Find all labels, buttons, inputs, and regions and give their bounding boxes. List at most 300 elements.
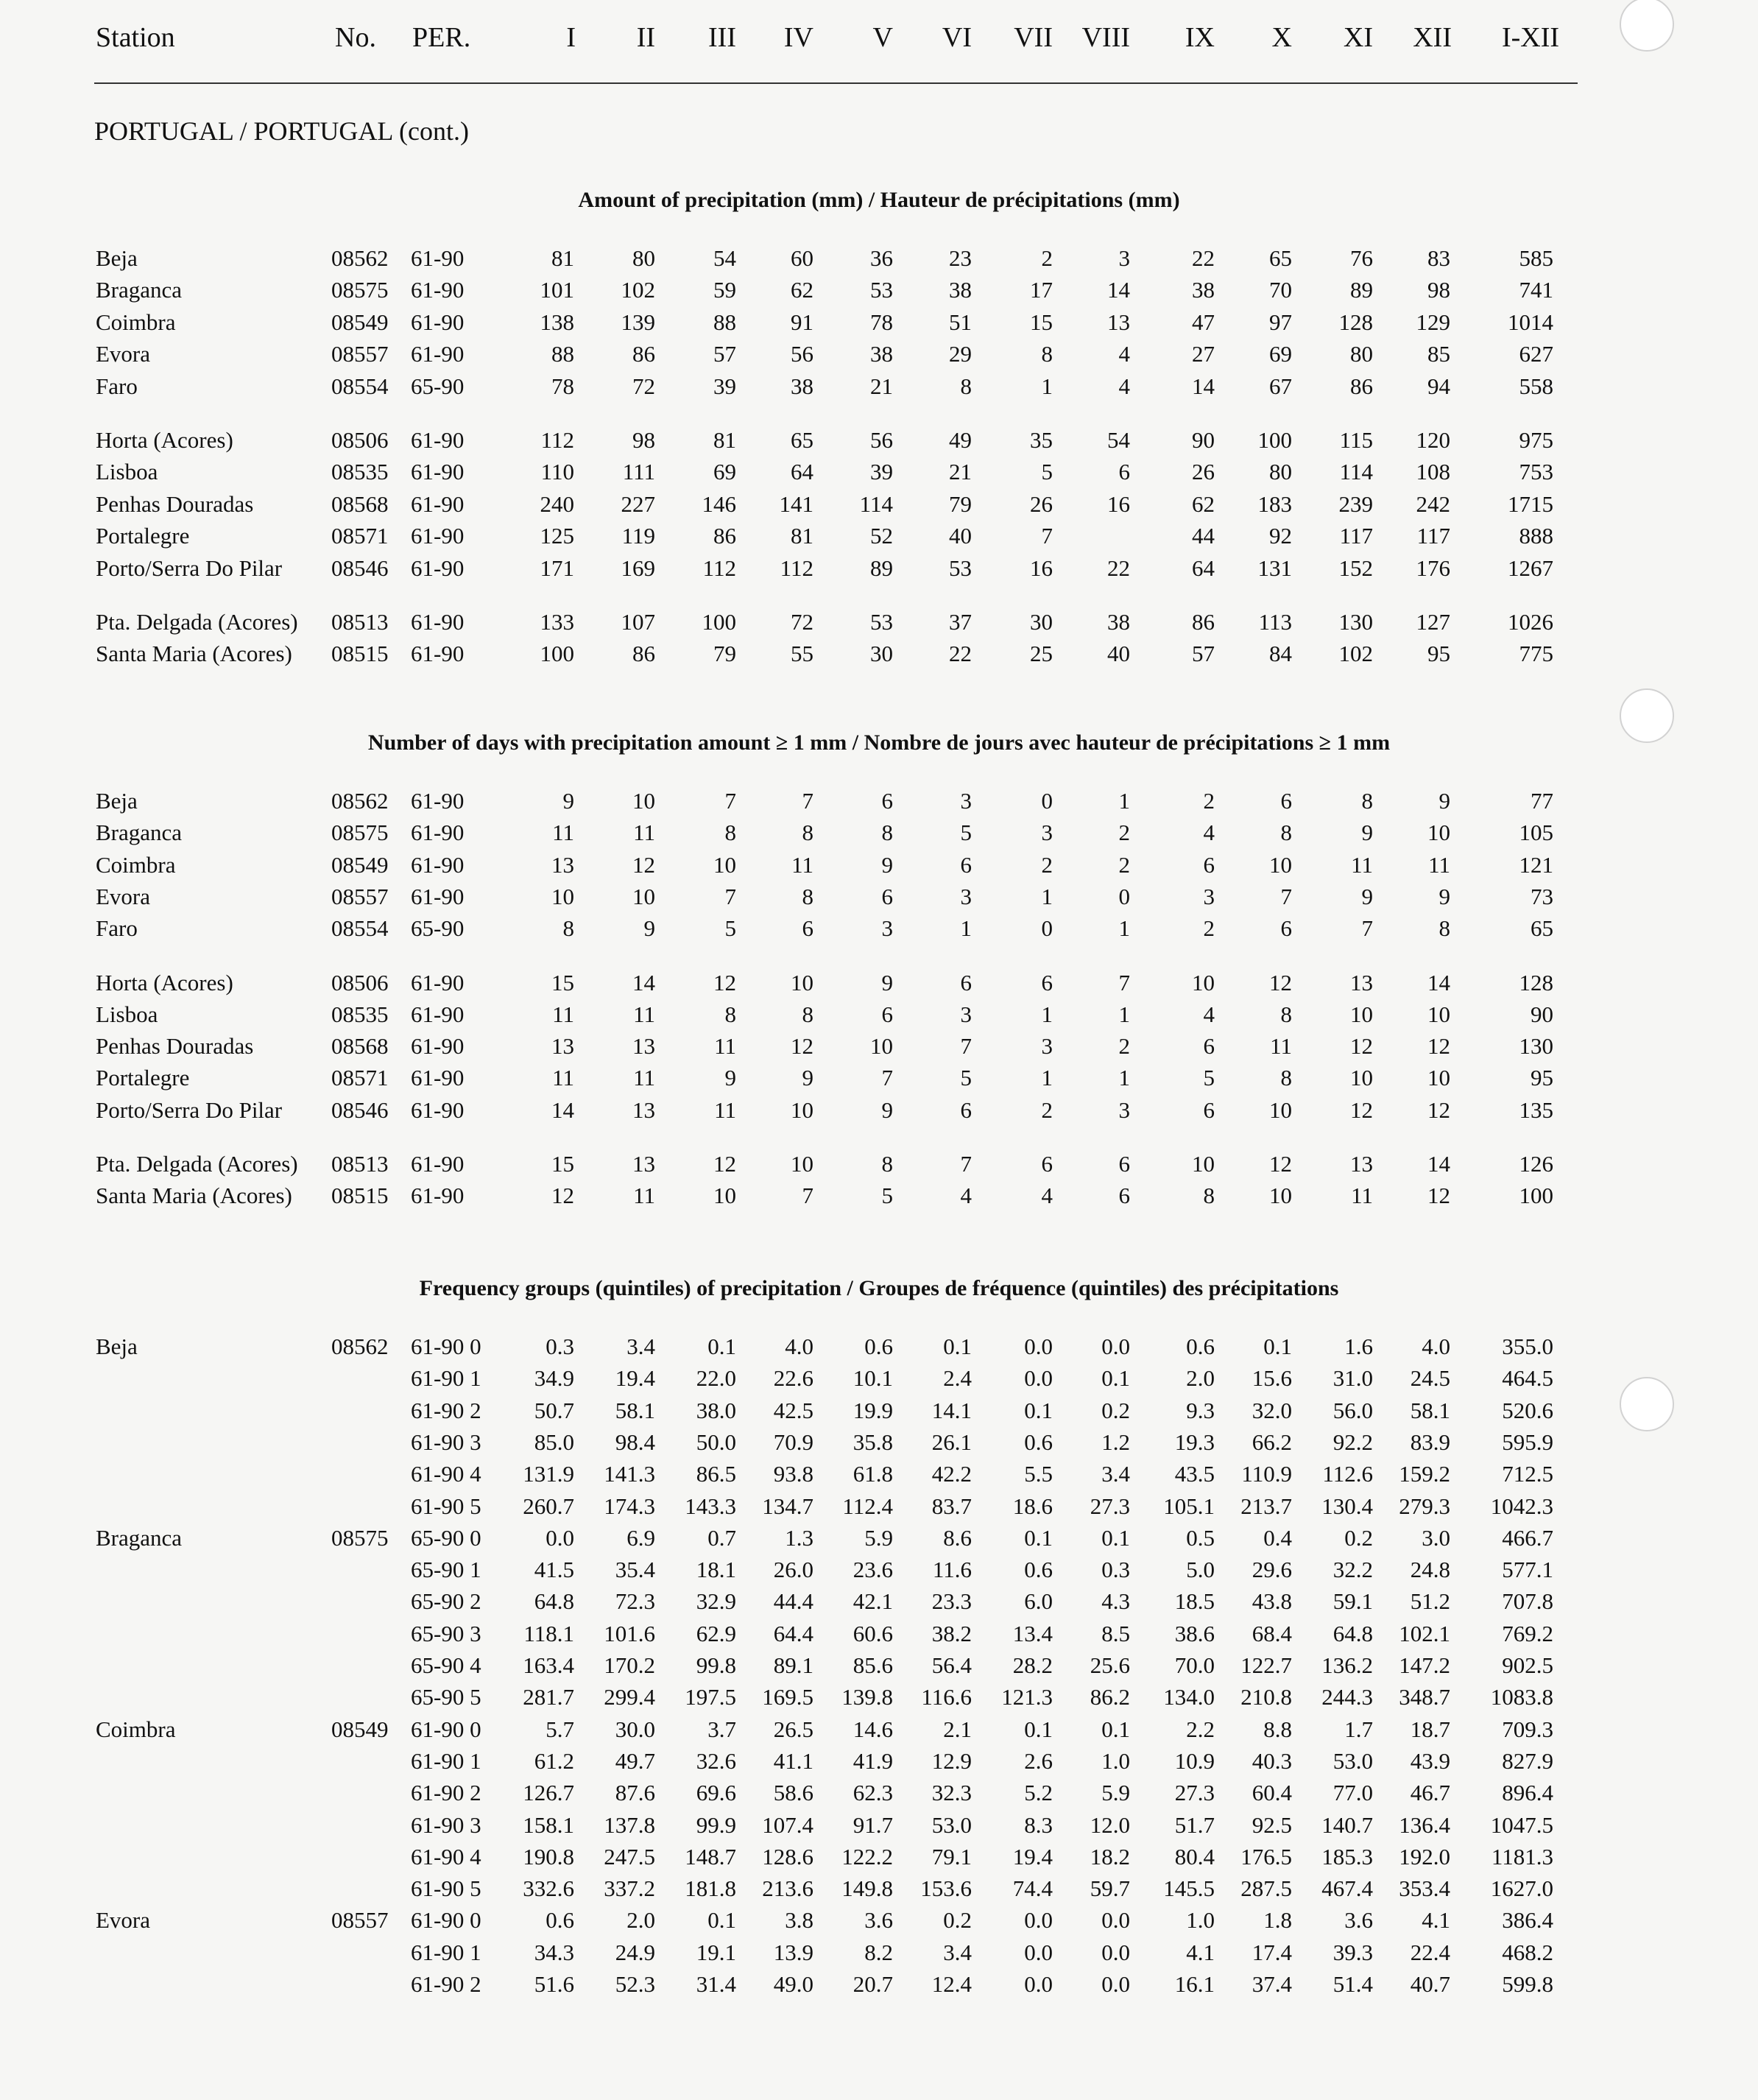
table-cell: 5 [881, 1183, 893, 1209]
table-cell: 57 [1192, 641, 1215, 667]
table-cell: 5.0 [1186, 1557, 1215, 1583]
table-cell: 44.4 [773, 1588, 813, 1615]
table-cell: 13 [1350, 969, 1373, 996]
table-cell: 0 [1041, 788, 1053, 814]
table-cell: 11 [1428, 851, 1450, 878]
table-cell: 12 [1350, 1096, 1373, 1123]
table-cell: 9.3 [1186, 1397, 1215, 1423]
table-cell: 4.0 [785, 1333, 813, 1359]
table-cell: 2 [1118, 1033, 1130, 1060]
table-cell: 86 [713, 523, 736, 549]
table-cell: 85 [1427, 341, 1450, 367]
table-cell: 112.6 [1322, 1461, 1373, 1487]
station-name: Lisboa [96, 1001, 158, 1027]
table-cell: 117 [1416, 523, 1450, 549]
table-cell: 118.1 [523, 1620, 574, 1646]
table-cell: 52 [870, 523, 893, 549]
table-cell: 9 [881, 969, 893, 996]
table-cell: 11 [1270, 1033, 1292, 1060]
table-cell: 0.6 [864, 1333, 893, 1359]
table-cell: 31.0 [1332, 1365, 1373, 1392]
period: 61-90 2 [411, 1971, 481, 1997]
table-cell: 0.1 [1263, 1333, 1292, 1359]
table-cell: 13 [1107, 309, 1130, 335]
table-cell: 712.5 [1502, 1461, 1553, 1487]
station-name: Portalegre [96, 523, 190, 549]
table-cell: 79.1 [931, 1843, 972, 1870]
table-cell: 4 [1203, 820, 1215, 846]
table-cell: 130 [1519, 1033, 1553, 1060]
table-cell: 19.4 [615, 1365, 655, 1392]
table-cell: 40 [1107, 641, 1130, 667]
table-cell: 114 [1339, 459, 1373, 485]
table-cell: 16 [1107, 490, 1130, 517]
table-cell: 41.1 [773, 1747, 813, 1774]
table-cell: 69.6 [696, 1780, 736, 1806]
station-name: Pta. Delgada (Acores) [96, 1151, 298, 1177]
table-cell: 149.8 [841, 1875, 893, 1902]
table-cell: 2 [1041, 1096, 1053, 1123]
table-cell: 11 [552, 820, 574, 846]
table-cell: 62 [1192, 490, 1215, 517]
table-cell: 54 [1107, 427, 1130, 453]
table-cell: 90 [1192, 427, 1215, 453]
table-cell: 101 [540, 277, 574, 303]
table-cell: 69 [1269, 341, 1292, 367]
table-cell: 13 [632, 1033, 655, 1060]
table-cell: 62.3 [852, 1780, 893, 1806]
period: 61-90 [411, 609, 465, 635]
col-header-month: IX [1185, 22, 1215, 53]
period: 61-90 0 [411, 1907, 481, 1934]
table-cell: 12 [713, 969, 736, 996]
table-cell: 9 [643, 915, 655, 942]
section-title: Number of days with precipitation amount ≥ 1 mm / Nombre de jours avec hauteur de précipitations ≥ 1 mm [367, 730, 1391, 755]
table-cell: 3.6 [864, 1907, 893, 1934]
table-cell: 70 [1269, 277, 1292, 303]
table-cell: 197.5 [685, 1684, 736, 1710]
period: 61-90 [411, 245, 465, 271]
table-cell: 299.4 [604, 1684, 655, 1710]
table-cell: 11 [791, 851, 813, 878]
table-cell: 10 [1192, 969, 1215, 996]
period: 61-90 [411, 1001, 465, 1027]
table-cell: 10 [1269, 1096, 1292, 1123]
table-cell: 520.6 [1502, 1397, 1553, 1423]
table-cell: 56 [870, 427, 893, 453]
table-cell: 11 [714, 1096, 736, 1123]
col-header-month: XII [1413, 22, 1452, 53]
table-cell: 91.7 [852, 1811, 893, 1838]
table-cell: 6 [1118, 459, 1130, 485]
table-cell: 65 [1531, 915, 1553, 942]
table-cell: 1.8 [1263, 1907, 1292, 1934]
table-cell: 10 [1427, 1065, 1450, 1091]
table-cell: 0.7 [707, 1524, 736, 1551]
station-name: Penhas Douradas [96, 490, 254, 517]
table-cell: 12.9 [931, 1747, 972, 1774]
table-cell: 42.1 [852, 1588, 893, 1615]
table-cell: 0.3 [1101, 1557, 1130, 1583]
table-cell: 39 [713, 373, 736, 399]
period: 61-90 3 [411, 1428, 481, 1455]
table-cell: 50.7 [534, 1397, 574, 1423]
table-cell: 51.6 [534, 1971, 574, 1997]
table-cell: 0.1 [707, 1907, 736, 1934]
table-cell: 0.1 [1101, 1716, 1130, 1742]
table-cell: 14 [1427, 969, 1450, 996]
table-cell: 9 [802, 1065, 813, 1091]
table-cell: 26.0 [773, 1557, 813, 1583]
period: 65-90 2 [411, 1588, 481, 1615]
table-cell: 260.7 [523, 1493, 574, 1519]
table-cell: 174.3 [604, 1493, 655, 1519]
table-cell: 64 [791, 459, 813, 485]
table-cell: 92 [1269, 523, 1292, 549]
table-cell: 131 [1257, 554, 1292, 581]
table-cell: 7 [881, 1065, 893, 1091]
table-cell: 12.4 [931, 1971, 972, 1997]
table-cell: 1 [1118, 1065, 1130, 1091]
table-cell: 8 [881, 820, 893, 846]
period: 61-90 2 [411, 1780, 481, 1806]
table-cell: 3 [960, 1001, 972, 1027]
table-cell: 5.7 [546, 1716, 574, 1742]
station-name: Lisboa [96, 459, 158, 485]
table-cell: 176.5 [1240, 1843, 1292, 1870]
table-cell: 78 [551, 373, 574, 399]
table-cell: 13 [551, 1033, 574, 1060]
table-cell: 14 [1427, 1151, 1450, 1177]
table-cell: 136.4 [1399, 1811, 1450, 1838]
table-cell: 13.9 [773, 1939, 813, 1965]
col-header-month: X [1271, 22, 1292, 53]
station-number: 08513 [331, 609, 389, 635]
table-cell: 6 [1118, 1183, 1130, 1209]
table-cell: 30.0 [615, 1716, 655, 1742]
table-cell: 176 [1416, 554, 1450, 581]
table-cell: 18.1 [696, 1557, 736, 1583]
table-cell: 77 [1531, 788, 1553, 814]
table-cell: 8 [881, 1151, 893, 1177]
table-cell: 122.7 [1240, 1652, 1292, 1678]
table-cell: 145.5 [1163, 1875, 1215, 1902]
table-cell: 120 [1416, 427, 1450, 453]
table-cell: 753 [1519, 459, 1553, 485]
table-cell: 6 [881, 788, 893, 814]
table-cell: 126 [1519, 1151, 1553, 1177]
col-header-month: I-XII [1501, 22, 1559, 53]
table-cell: 0.0 [1101, 1907, 1130, 1934]
table-cell: 0.2 [1101, 1397, 1130, 1423]
table-cell: 1 [1041, 1001, 1053, 1027]
table-cell: 64.8 [534, 1588, 574, 1615]
period: 61-90 [411, 851, 465, 878]
table-cell: 24.5 [1410, 1365, 1450, 1392]
station-name: Beja [96, 788, 138, 814]
table-cell: 99.8 [696, 1652, 736, 1678]
table-cell: 95 [1531, 1065, 1553, 1091]
table-cell: 26 [1030, 490, 1053, 517]
period: 61-90 [411, 1096, 465, 1123]
table-cell: 60.4 [1252, 1780, 1292, 1806]
table-cell: 5 [960, 1065, 972, 1091]
table-cell: 39 [870, 459, 893, 485]
table-cell: 0.0 [546, 1524, 574, 1551]
table-cell: 139.8 [841, 1684, 893, 1710]
table-cell: 10 [791, 969, 813, 996]
table-cell: 99.9 [696, 1811, 736, 1838]
table-cell: 35.8 [852, 1428, 893, 1455]
table-cell: 0.1 [707, 1333, 736, 1359]
table-cell: 107 [621, 609, 655, 635]
table-cell: 95 [1427, 641, 1450, 667]
table-cell: 0 [1118, 883, 1130, 909]
period: 65-90 [411, 373, 465, 399]
table-cell: 141 [779, 490, 813, 517]
table-cell: 287.5 [1240, 1875, 1292, 1902]
table-cell: 136.2 [1321, 1652, 1373, 1678]
table-cell: 170.2 [604, 1652, 655, 1678]
table-cell: 888 [1519, 523, 1553, 549]
table-cell: 40.3 [1252, 1747, 1292, 1774]
table-cell: 9 [881, 1096, 893, 1123]
table-cell: 7 [1118, 969, 1130, 996]
table-cell: 8.3 [1024, 1811, 1053, 1838]
table-cell: 102.1 [1399, 1620, 1450, 1646]
table-cell: 15 [551, 969, 574, 996]
table-cell: 8 [1280, 820, 1292, 846]
table-cell: 22 [1192, 245, 1215, 271]
period: 61-90 [411, 341, 465, 367]
table-cell: 4 [1203, 1001, 1215, 1027]
table-cell: 595.9 [1502, 1428, 1553, 1455]
table-cell: 1627.0 [1490, 1875, 1553, 1902]
table-cell: 14 [632, 969, 655, 996]
table-cell: 117 [1339, 523, 1373, 549]
table-cell: 5 [1203, 1065, 1215, 1091]
period: 61-90 [411, 1065, 465, 1091]
table-cell: 89 [870, 554, 893, 581]
station-name: Faro [96, 373, 138, 399]
table-cell: 105 [1519, 820, 1553, 846]
table-cell: 32.6 [696, 1747, 736, 1774]
table-cell: 26.1 [931, 1428, 972, 1455]
table-cell: 51.2 [1410, 1588, 1450, 1615]
table-cell: 18.6 [1012, 1493, 1053, 1519]
station-number: 08575 [331, 1524, 389, 1551]
station-number: 08568 [331, 490, 389, 517]
table-cell: 6 [960, 851, 972, 878]
table-cell: 29.6 [1252, 1557, 1292, 1583]
station-name: Coimbra [96, 1716, 176, 1742]
table-cell: 35 [1030, 427, 1053, 453]
period: 61-90 [411, 788, 465, 814]
table-cell: 4.1 [1422, 1907, 1450, 1934]
station-number: 08549 [331, 309, 389, 335]
table-cell: 3 [1118, 245, 1130, 271]
table-cell: 159.2 [1399, 1461, 1450, 1487]
table-cell: 19.3 [1174, 1428, 1215, 1455]
table-cell: 16.1 [1174, 1971, 1215, 1997]
table-cell: 137.8 [604, 1811, 655, 1838]
table-cell: 227 [621, 490, 655, 517]
table-cell: 27.3 [1174, 1780, 1215, 1806]
table-cell: 80 [1350, 341, 1373, 367]
table-cell: 93.8 [773, 1461, 813, 1487]
table-cell: 126.7 [523, 1780, 574, 1806]
station-number: 08571 [331, 1065, 389, 1091]
table-cell: 6 [960, 969, 972, 996]
table-cell: 88 [713, 309, 736, 335]
table-cell: 0.1 [1101, 1524, 1130, 1551]
table-cell: 9 [724, 1065, 736, 1091]
period: 65-90 3 [411, 1620, 481, 1646]
table-cell: 8 [802, 820, 813, 846]
table-cell: 6 [960, 1096, 972, 1123]
table-cell: 64.8 [1332, 1620, 1373, 1646]
table-cell: 3 [1041, 1033, 1053, 1060]
table-cell: 10 [632, 788, 655, 814]
station-name: Portalegre [96, 1065, 190, 1091]
table-cell: 3.7 [707, 1716, 736, 1742]
station-number: 08562 [331, 788, 389, 814]
table-cell: 12 [632, 851, 655, 878]
table-cell: 1 [1118, 1001, 1130, 1027]
table-cell: 0.2 [943, 1907, 972, 1934]
table-cell: 0.6 [546, 1907, 574, 1934]
table-cell: 0.0 [1024, 1333, 1053, 1359]
table-cell: 353.4 [1399, 1875, 1450, 1902]
station-name: Beja [96, 1333, 138, 1359]
col-header-month: VII [1014, 22, 1053, 53]
station-number: 08506 [331, 427, 389, 453]
table-cell: 38 [1107, 609, 1130, 635]
table-cell: 9 [562, 788, 574, 814]
table-cell: 6.0 [1024, 1588, 1053, 1615]
table-cell: 97 [1269, 309, 1292, 335]
table-cell: 14 [551, 1096, 574, 1123]
table-cell: 12 [1427, 1096, 1450, 1123]
table-cell: 101.6 [604, 1620, 655, 1646]
table-cell: 1.0 [1101, 1747, 1130, 1774]
table-cell: 2 [1041, 851, 1053, 878]
table-cell: 12 [1269, 969, 1292, 996]
table-cell: 129 [1416, 309, 1450, 335]
col-header-period: PER. [412, 22, 471, 53]
table-cell: 13 [632, 1096, 655, 1123]
table-cell: 158.1 [523, 1811, 574, 1838]
table-cell: 8 [1361, 788, 1373, 814]
table-cell: 10 [713, 1183, 736, 1209]
station-number: 08575 [331, 277, 389, 303]
table-cell: 70.0 [1174, 1652, 1215, 1678]
table-cell: 10 [1427, 820, 1450, 846]
table-cell: 34.3 [534, 1939, 574, 1965]
table-cell: 0.0 [1101, 1939, 1130, 1965]
table-cell: 8 [802, 883, 813, 909]
table-cell: 8 [1280, 1065, 1292, 1091]
table-cell: 53 [870, 277, 893, 303]
table-cell: 3.8 [785, 1907, 813, 1934]
table-cell: 61.2 [534, 1747, 574, 1774]
table-cell: 8 [1203, 1183, 1215, 1209]
table-cell: 128 [1519, 969, 1553, 996]
station-number: 08562 [331, 1333, 389, 1359]
table-cell: 131.9 [523, 1461, 574, 1487]
station-number: 08549 [331, 851, 389, 878]
table-cell: 130.4 [1321, 1493, 1373, 1519]
table-cell: 10 [1192, 1151, 1215, 1177]
table-cell: 22 [949, 641, 972, 667]
table-cell: 89.1 [773, 1652, 813, 1678]
table-cell: 6 [1280, 915, 1292, 942]
table-cell: 7 [802, 1183, 813, 1209]
section-title: Amount of precipitation (mm) / Hauteur de précipitations (mm) [578, 188, 1180, 212]
table-cell: 32.2 [1332, 1557, 1373, 1583]
table-cell: 6 [1041, 1151, 1053, 1177]
table-cell: 110.9 [1241, 1461, 1292, 1487]
table-cell: 0.0 [1024, 1939, 1053, 1965]
table-cell: 0.1 [1024, 1524, 1053, 1551]
table-cell: 26.5 [773, 1716, 813, 1742]
table-cell: 1.6 [1344, 1333, 1373, 1359]
table-cell: 55 [791, 641, 813, 667]
period: 61-90 1 [411, 1939, 481, 1965]
table-cell: 11 [1351, 851, 1373, 878]
table-cell: 23 [949, 245, 972, 271]
table-cell: 38 [1192, 277, 1215, 303]
table-cell: 83.9 [1410, 1428, 1450, 1455]
table-cell: 38 [870, 341, 893, 367]
table-cell: 37.4 [1252, 1971, 1292, 1997]
station-number: 08546 [331, 554, 389, 581]
table-cell: 707.8 [1502, 1588, 1553, 1615]
table-cell: 14 [1192, 373, 1215, 399]
table-cell: 0.0 [1024, 1971, 1053, 1997]
table-cell: 29 [949, 341, 972, 367]
table-cell: 10 [1350, 1001, 1373, 1027]
table-cell: 10 [1269, 851, 1292, 878]
table-cell: 10 [713, 851, 736, 878]
table-cell: 2.4 [943, 1365, 972, 1392]
table-cell: 10 [632, 883, 655, 909]
table-cell: 67 [1269, 373, 1292, 399]
table-cell: 30 [1030, 609, 1053, 635]
table-cell: 81 [713, 427, 736, 453]
table-cell: 244.3 [1321, 1684, 1373, 1710]
country-heading: PORTUGAL / PORTUGAL (cont.) [94, 116, 469, 146]
table-cell: 1.3 [785, 1524, 813, 1551]
period: 61-90 [411, 309, 465, 335]
col-header-month: VIII [1081, 22, 1130, 53]
col-header-month: V [872, 22, 893, 53]
table-cell: 19.9 [852, 1397, 893, 1423]
col-header-month: XI [1343, 22, 1373, 53]
table-cell: 7 [724, 788, 736, 814]
table-cell: 8.5 [1101, 1620, 1130, 1646]
table-cell: 23.6 [852, 1557, 893, 1583]
table-cell: 92.5 [1252, 1811, 1292, 1838]
station-name: Beja [96, 245, 138, 271]
table-cell: 2 [1203, 788, 1215, 814]
table-cell: 86 [1192, 609, 1215, 635]
table-cell: 5 [960, 820, 972, 846]
table-cell: 577.1 [1502, 1557, 1553, 1583]
table-cell: 59.1 [1332, 1588, 1373, 1615]
station-name: Braganca [96, 1524, 183, 1551]
table-cell: 60 [791, 245, 813, 271]
